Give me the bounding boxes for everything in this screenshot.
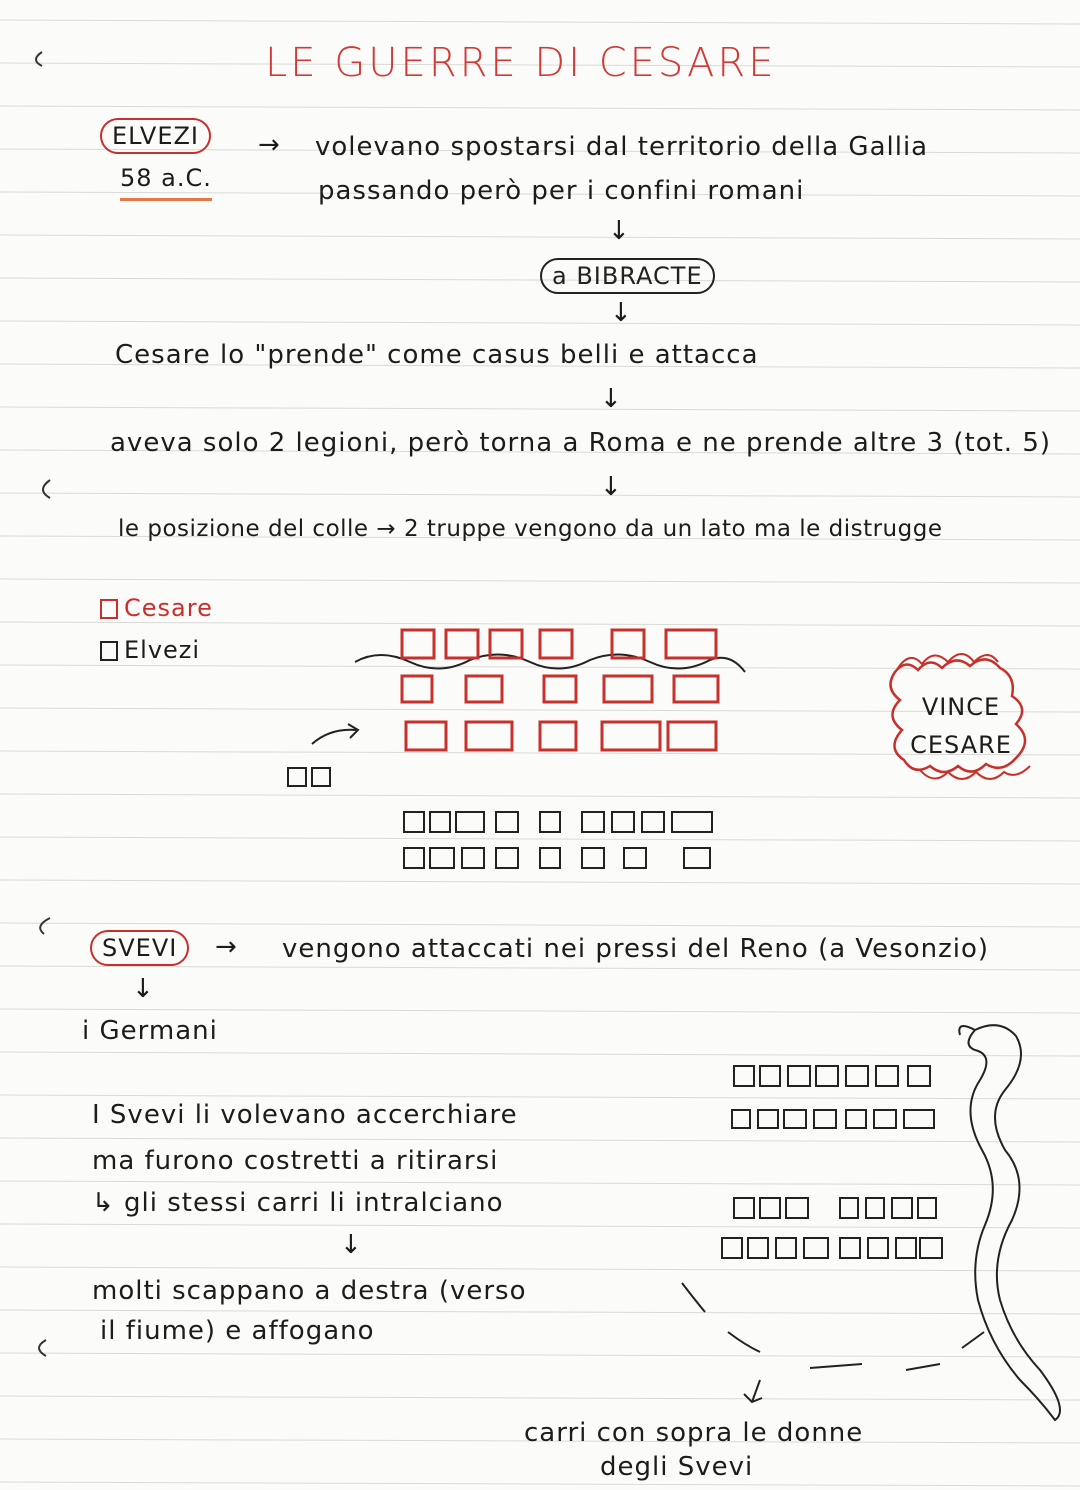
arrow-down-icon: ↓ bbox=[600, 472, 623, 502]
svevi-germani: i Germani bbox=[82, 1016, 218, 1046]
cart-unit bbox=[866, 1198, 884, 1218]
cart-unit bbox=[840, 1238, 860, 1258]
elvezi-unit bbox=[456, 812, 484, 832]
elvezi-unit bbox=[312, 768, 330, 786]
elvezi-unit bbox=[288, 768, 306, 786]
elvezi-line5: le posizione del colle → 2 truppe vengono da un lato ma le distrugge bbox=[118, 516, 943, 542]
cart-unit bbox=[788, 1066, 810, 1086]
cart-unit bbox=[868, 1238, 888, 1258]
cart-unit bbox=[734, 1198, 754, 1218]
elvezi-date: 58 a.C. bbox=[120, 164, 212, 201]
flank-arrow bbox=[312, 730, 356, 744]
elvezi-unit bbox=[582, 812, 604, 832]
cart-unit bbox=[776, 1238, 796, 1258]
cart-unit bbox=[904, 1110, 934, 1128]
cesare-unit bbox=[602, 722, 660, 750]
carri-caption-line2: degli Svevi bbox=[600, 1452, 754, 1482]
legend-elvezi-label: Elvezi bbox=[124, 636, 201, 664]
cart-unit bbox=[846, 1110, 866, 1128]
cart-unit bbox=[732, 1110, 750, 1128]
victory-label: VINCE CESARE bbox=[910, 693, 1012, 759]
cart-unit bbox=[908, 1066, 930, 1086]
svevi-line3: ↳ gli stessi carri li intralciano bbox=[92, 1188, 504, 1218]
elvezi-unit bbox=[404, 812, 424, 832]
elvezi-line3: Cesare lo "prende" come casus belli e attacca bbox=[115, 340, 759, 370]
elvezi-unit bbox=[496, 848, 518, 868]
cesare-unit bbox=[668, 722, 716, 750]
svevi-line1: I Svevi li volevano accerchiare bbox=[92, 1100, 518, 1130]
cesare-unit bbox=[540, 722, 576, 750]
cesare-unit bbox=[446, 630, 478, 658]
cesare-unit bbox=[466, 676, 502, 702]
cesare-unit bbox=[402, 630, 434, 658]
elvezi-unit bbox=[540, 848, 560, 868]
svevi-line5: il fiume) e affogano bbox=[100, 1316, 375, 1346]
cart-unit bbox=[846, 1066, 868, 1086]
arrow-down-icon: ↓ bbox=[600, 384, 623, 414]
cart-unit bbox=[760, 1198, 780, 1218]
arrow-down-icon: ↓ bbox=[608, 216, 631, 246]
elvezi-unit bbox=[496, 812, 518, 832]
elvezi-line2: passando però per i confini romani bbox=[318, 176, 805, 206]
cart-unit bbox=[840, 1198, 858, 1218]
elvezi-unit bbox=[404, 848, 424, 868]
elvezi-unit bbox=[582, 848, 604, 868]
bibracte-label: a BIBRACTE bbox=[552, 262, 703, 290]
elvezi-label: ELVEZI bbox=[112, 122, 199, 150]
cesare-unit bbox=[402, 676, 432, 702]
elvezi-unit bbox=[684, 848, 710, 868]
cart-unit bbox=[722, 1238, 742, 1258]
cart-unit bbox=[734, 1066, 754, 1086]
cart-unit bbox=[876, 1066, 898, 1086]
cart-unit bbox=[816, 1066, 838, 1086]
cart-unit bbox=[784, 1110, 806, 1128]
elvezi-unit bbox=[462, 848, 484, 868]
arrow-right-icon: → bbox=[258, 130, 281, 160]
cesare-unit bbox=[406, 722, 446, 750]
cesare-unit bbox=[540, 630, 572, 658]
svevi-arrow-text: vengono attaccati nei pressi del Reno (a Vesonzio) bbox=[282, 934, 990, 964]
cart-unit bbox=[748, 1238, 768, 1258]
roman-line bbox=[682, 1283, 984, 1370]
victory-text bbox=[906, 688, 1016, 764]
cart-unit bbox=[814, 1110, 836, 1128]
legend-cesare-label: Cesare bbox=[124, 594, 213, 622]
elvezi-unit bbox=[430, 848, 454, 868]
arrow-down-icon: ↓ bbox=[610, 298, 633, 328]
cart-unit bbox=[760, 1066, 780, 1086]
svevi-line4: molti scappano a destra (verso bbox=[92, 1276, 527, 1306]
svevi-label: SVEVI bbox=[102, 934, 178, 962]
cart-unit bbox=[896, 1238, 916, 1258]
elvezi-unit bbox=[540, 812, 560, 832]
river-rhine bbox=[969, 1025, 1061, 1420]
elvezi-line1: volevano spostarsi dal territorio della Gallia bbox=[315, 132, 929, 162]
flanking-elvezi bbox=[288, 768, 330, 786]
cesare-unit bbox=[466, 722, 512, 750]
cart-unit bbox=[786, 1198, 808, 1218]
elvezi-unit bbox=[612, 812, 634, 832]
cesare-troops bbox=[402, 630, 718, 750]
elvezi-unit bbox=[672, 812, 712, 832]
margin-ring-marks bbox=[36, 52, 50, 1356]
cesare-unit bbox=[666, 630, 716, 658]
svevi-line2: ma furono costretti a ritirarsi bbox=[92, 1146, 499, 1176]
elvezi-unit bbox=[430, 812, 450, 832]
elvezi-unit bbox=[624, 848, 646, 868]
cart-unit bbox=[918, 1198, 936, 1218]
elvezi-line4: aveva solo 2 legioni, però torna a Roma e ne prende altre 3 (tot. 5) bbox=[110, 428, 1052, 458]
cesare-unit bbox=[544, 676, 576, 702]
caption-arrow bbox=[744, 1380, 762, 1402]
arrow-right-icon: → bbox=[215, 932, 238, 962]
elvezi-unit bbox=[642, 812, 664, 832]
arrow-down-icon: ↓ bbox=[132, 974, 155, 1004]
svevi-oval bbox=[90, 930, 189, 966]
cart-unit bbox=[892, 1198, 912, 1218]
carri-caption-line1: carri con sopra le donne bbox=[524, 1418, 864, 1448]
cart-unit bbox=[874, 1110, 896, 1128]
page-title: LE GUERRE DI CESARE bbox=[265, 40, 777, 86]
elvezi-troops bbox=[404, 812, 712, 868]
cart-unit bbox=[758, 1110, 778, 1128]
cesare-unit bbox=[674, 676, 718, 702]
arrow-down-icon: ↓ bbox=[340, 1230, 363, 1260]
cesare-unit bbox=[604, 676, 652, 702]
svevi-carts bbox=[722, 1066, 942, 1258]
cart-unit bbox=[920, 1238, 942, 1258]
cart-unit bbox=[804, 1238, 828, 1258]
